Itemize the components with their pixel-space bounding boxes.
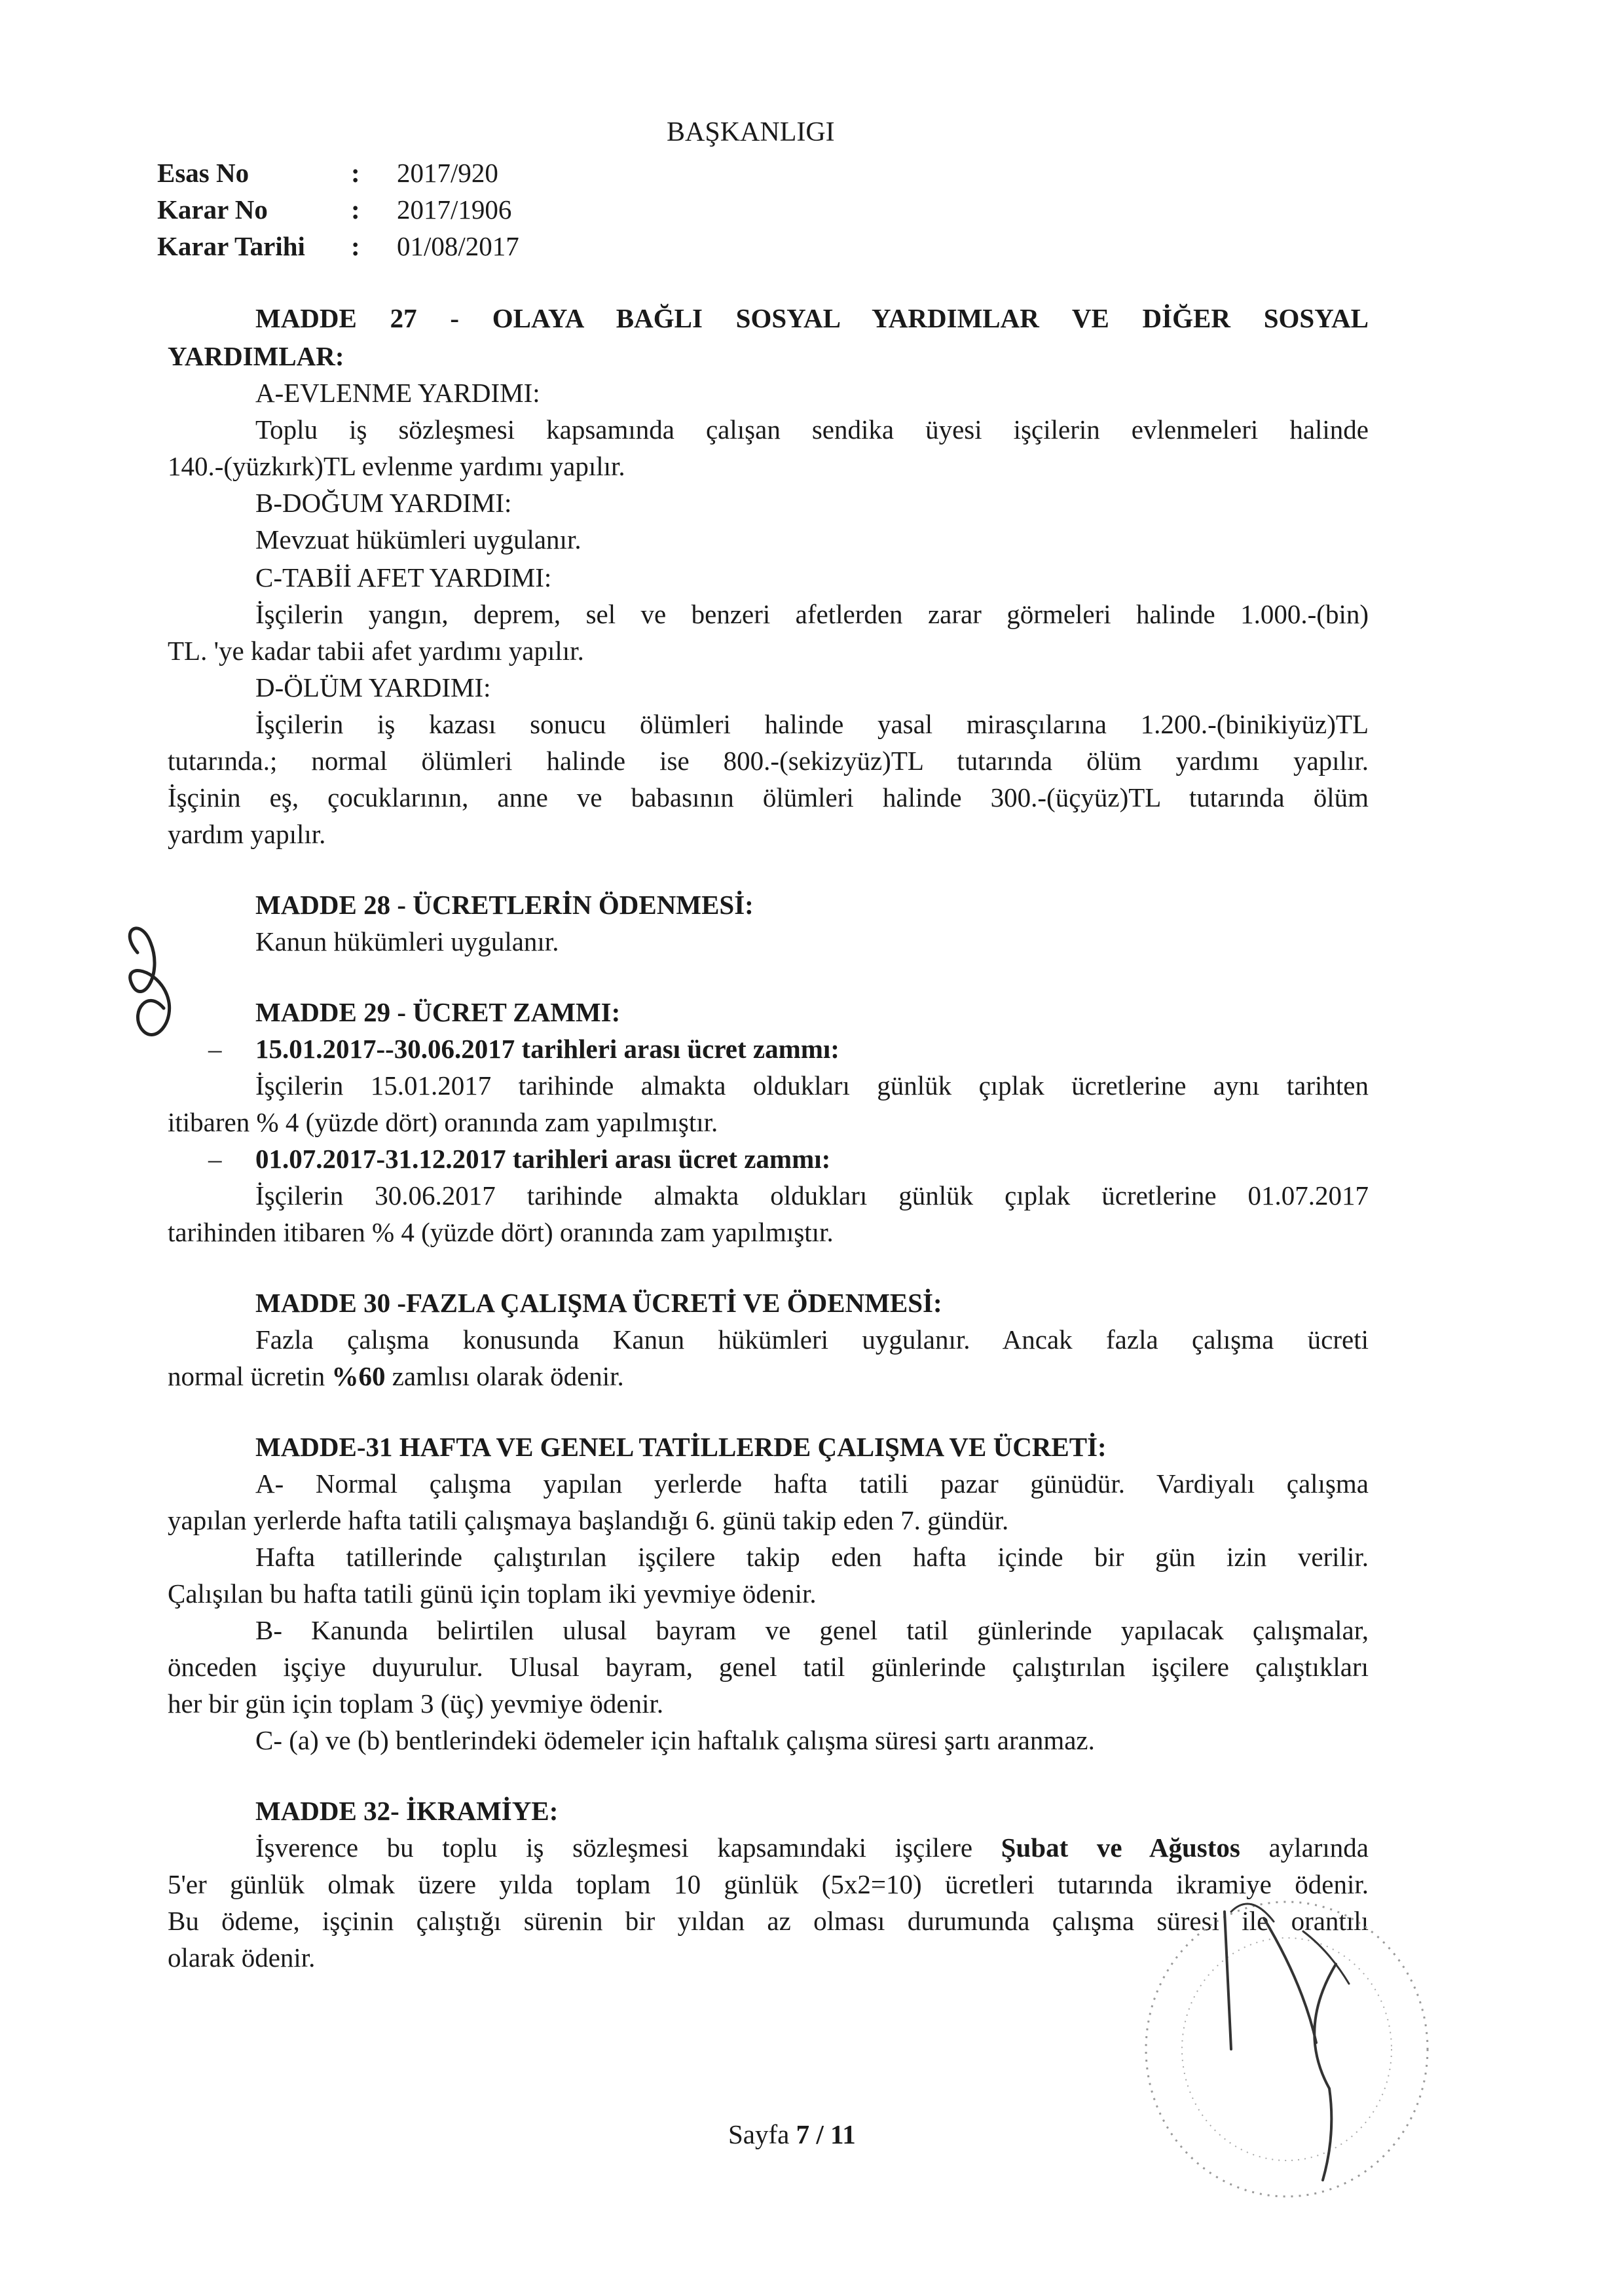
paragraph-line: Çalışılan bu hafta tatili günü için toplam iki yevmiye ödenir. [168,1578,817,1609]
paragraph-line: İşçilerin yangın, deprem, sel ve benzeri afetlerden zarar görmeleri halinde 1.000.-(bin) [255,599,1369,629]
article-32-heading: MADDE 32- İKRAMİYE: [255,1796,559,1826]
field-value-karar-no: 2017/1906 [397,194,512,225]
text-run-bold: ve [1068,1832,1149,1863]
paragraph-line: Hafta tatillerinde çalıştırılan işçilere takip eden hafta içinde bir gün izin verilir. [255,1542,1369,1572]
paragraph-line: Bu ödeme, işçinin çalıştığı sürenin bir yıldan az olması durumunda çalışma süresi ile orantılı [168,1906,1369,1936]
article-30-heading: MADDE 30 -FAZLA ÇALIŞMA ÜCRETİ VE ÖDENMESİ: [255,1288,942,1318]
page-number-total: 11 [830,2119,856,2149]
article-31-heading: MADDE-31 HAFTA VE GENEL TATİLLERDE ÇALIŞMA VE ÜCRETİ: [255,1432,1107,1462]
paragraph-line: Fazla çalışma konusunda Kanun hükümleri uygulanır. Ancak fazla çalışma ücreti [255,1324,1369,1355]
paragraph-line: 140.-(yüzkırk)TL evlenme yardımı yapılır. [168,451,625,481]
paragraph-line: Kanun hükümleri uygulanır. [255,926,559,957]
field-sep: : [351,194,360,225]
text-run-bold: %60 [331,1361,386,1391]
list-dash: – [208,1144,222,1174]
section-a-title: A-EVLENME YARDIMI: [255,378,540,408]
text-run: İşverence bu toplu iş sözleşmesi kapsamındaki işçilere [255,1832,1001,1863]
paragraph-line: Mevzuat hükümleri uygulanır. [255,524,581,555]
paragraph-line: İşçilerin 30.06.2017 tarihinde almakta oldukları günlük çıplak ücretlerine 01.07.2017 [255,1180,1369,1211]
page-number-current: 7 [796,2119,810,2149]
text-run-bold: Ağustos [1149,1832,1240,1863]
paragraph-line: İşçinin eş, çocuklarının, anne ve babasının ölümleri halinde 300.-(üçyüz)TL tutarında ölüm [168,782,1369,812]
subsection-title: 01.07.2017-31.12.2017 tarihleri arası ücret zammı: [255,1144,831,1174]
paragraph-line: A- Normal çalışma yapılan yerlerde hafta tatili pazar günüdür. Vardiyalı çalışma [255,1468,1369,1499]
article-29-heading: MADDE 29 - ÜCRET ZAMMI: [255,997,621,1027]
field-label-karar-no: Karar No [157,194,268,225]
paragraph-line: itibaren % 4 (yüzde dört) oranında zam yapılmıştır. [168,1107,718,1137]
paragraph-line: yardım yapılır. [168,819,326,849]
section-d-title: D-ÖLÜM YARDIMI: [255,672,491,702]
paragraph-line: önceden işçiye duyurulur. Ulusal bayram, genel tatil günlerinde çalıştırılan işçilere çalıştıkları [168,1652,1369,1682]
paragraph-line: tarihinden itibaren % 4 (yüzde dört) oranında zam yapılmıştır. [168,1217,834,1247]
field-label-karar-tarihi: Karar Tarihi [157,231,305,261]
field-label-esas-no: Esas No [157,158,249,188]
text-run: normal ücretin [168,1361,332,1391]
article-27-heading-cont: YARDIMLAR: [168,341,344,371]
paragraph-line: tutarında.; normal ölümleri halinde ise 800.-(sekizyüz)TL tutarında ölüm yardımı yapılır. [168,746,1369,776]
paragraph-line: 5'er günlük olmak üzere yılda toplam 10 günlük (5x2=10) ücretleri tutarında ikramiye ödenir. [168,1869,1369,1899]
text-run: aylarında [1240,1832,1369,1863]
paragraph-line [168,1357,624,1396]
subsection-title: 15.01.2017--30.06.2017 tarihleri arası ücret zammı: [255,1034,840,1064]
paragraph-line: C- (a) ve (b) bentlerindeki ödemeler için haftalık çalışma süresi şartı aranmaz. [255,1725,1095,1755]
text-run-bold: Şubat [1001,1832,1069,1863]
paragraph-line [255,1828,1369,1867]
paragraph-line: yapılan yerlerde hafta tatili çalışmaya başlandığı 6. günü takip eden 7. gündür. [168,1505,1009,1535]
article-27-heading: MADDE 27 - OLAYA BAĞLI SOSYAL YARDIMLAR VE DİĞER SOSYAL [255,303,1369,333]
page-number-prefix: Sayfa [728,2119,796,2149]
field-value-esas-no: 2017/920 [397,158,498,188]
text-run: zamlısı olarak ödenir. [385,1361,624,1391]
paragraph-line: İşçilerin 15.01.2017 tarihinde almakta oldukları günlük çıplak ücretlerine aynı tarihten [255,1070,1369,1101]
section-c-title: C-TABİİ AFET YARDIMI: [255,562,552,592]
field-sep: : [351,158,360,188]
page-title: BAŞKANLIGI [667,117,835,147]
list-dash: – [208,1034,222,1064]
page-number [728,2115,856,2154]
section-b-title: B-DOĞUM YARDIMI: [255,488,512,518]
paragraph-line: İşçilerin iş kazası sonucu ölümleri halinde yasal mirasçılarına 1.200.-(binikiyüz)TL [255,709,1369,739]
field-value-karar-tarihi: 01/08/2017 [397,231,519,261]
paragraph-line: TL. 'ye kadar tabii afet yardımı yapılır. [168,636,584,666]
paragraph-line: Toplu iş sözleşmesi kapsamında çalışan sendika üyesi işçilerin evlenmeleri halinde [255,414,1369,445]
paragraph-line: B- Kanunda belirtilen ulusal bayram ve genel tatil günlerinde yapılacak çalışmalar, [255,1615,1369,1645]
paragraph-line: her bir gün için toplam 3 (üç) yevmiye ödenir. [168,1688,664,1719]
paragraph-line: olarak ödenir. [168,1942,316,1973]
page-number-separator: / [809,2119,831,2149]
field-sep: : [351,231,360,261]
article-28-heading: MADDE 28 - ÜCRETLERİN ÖDENMESİ: [255,890,754,920]
